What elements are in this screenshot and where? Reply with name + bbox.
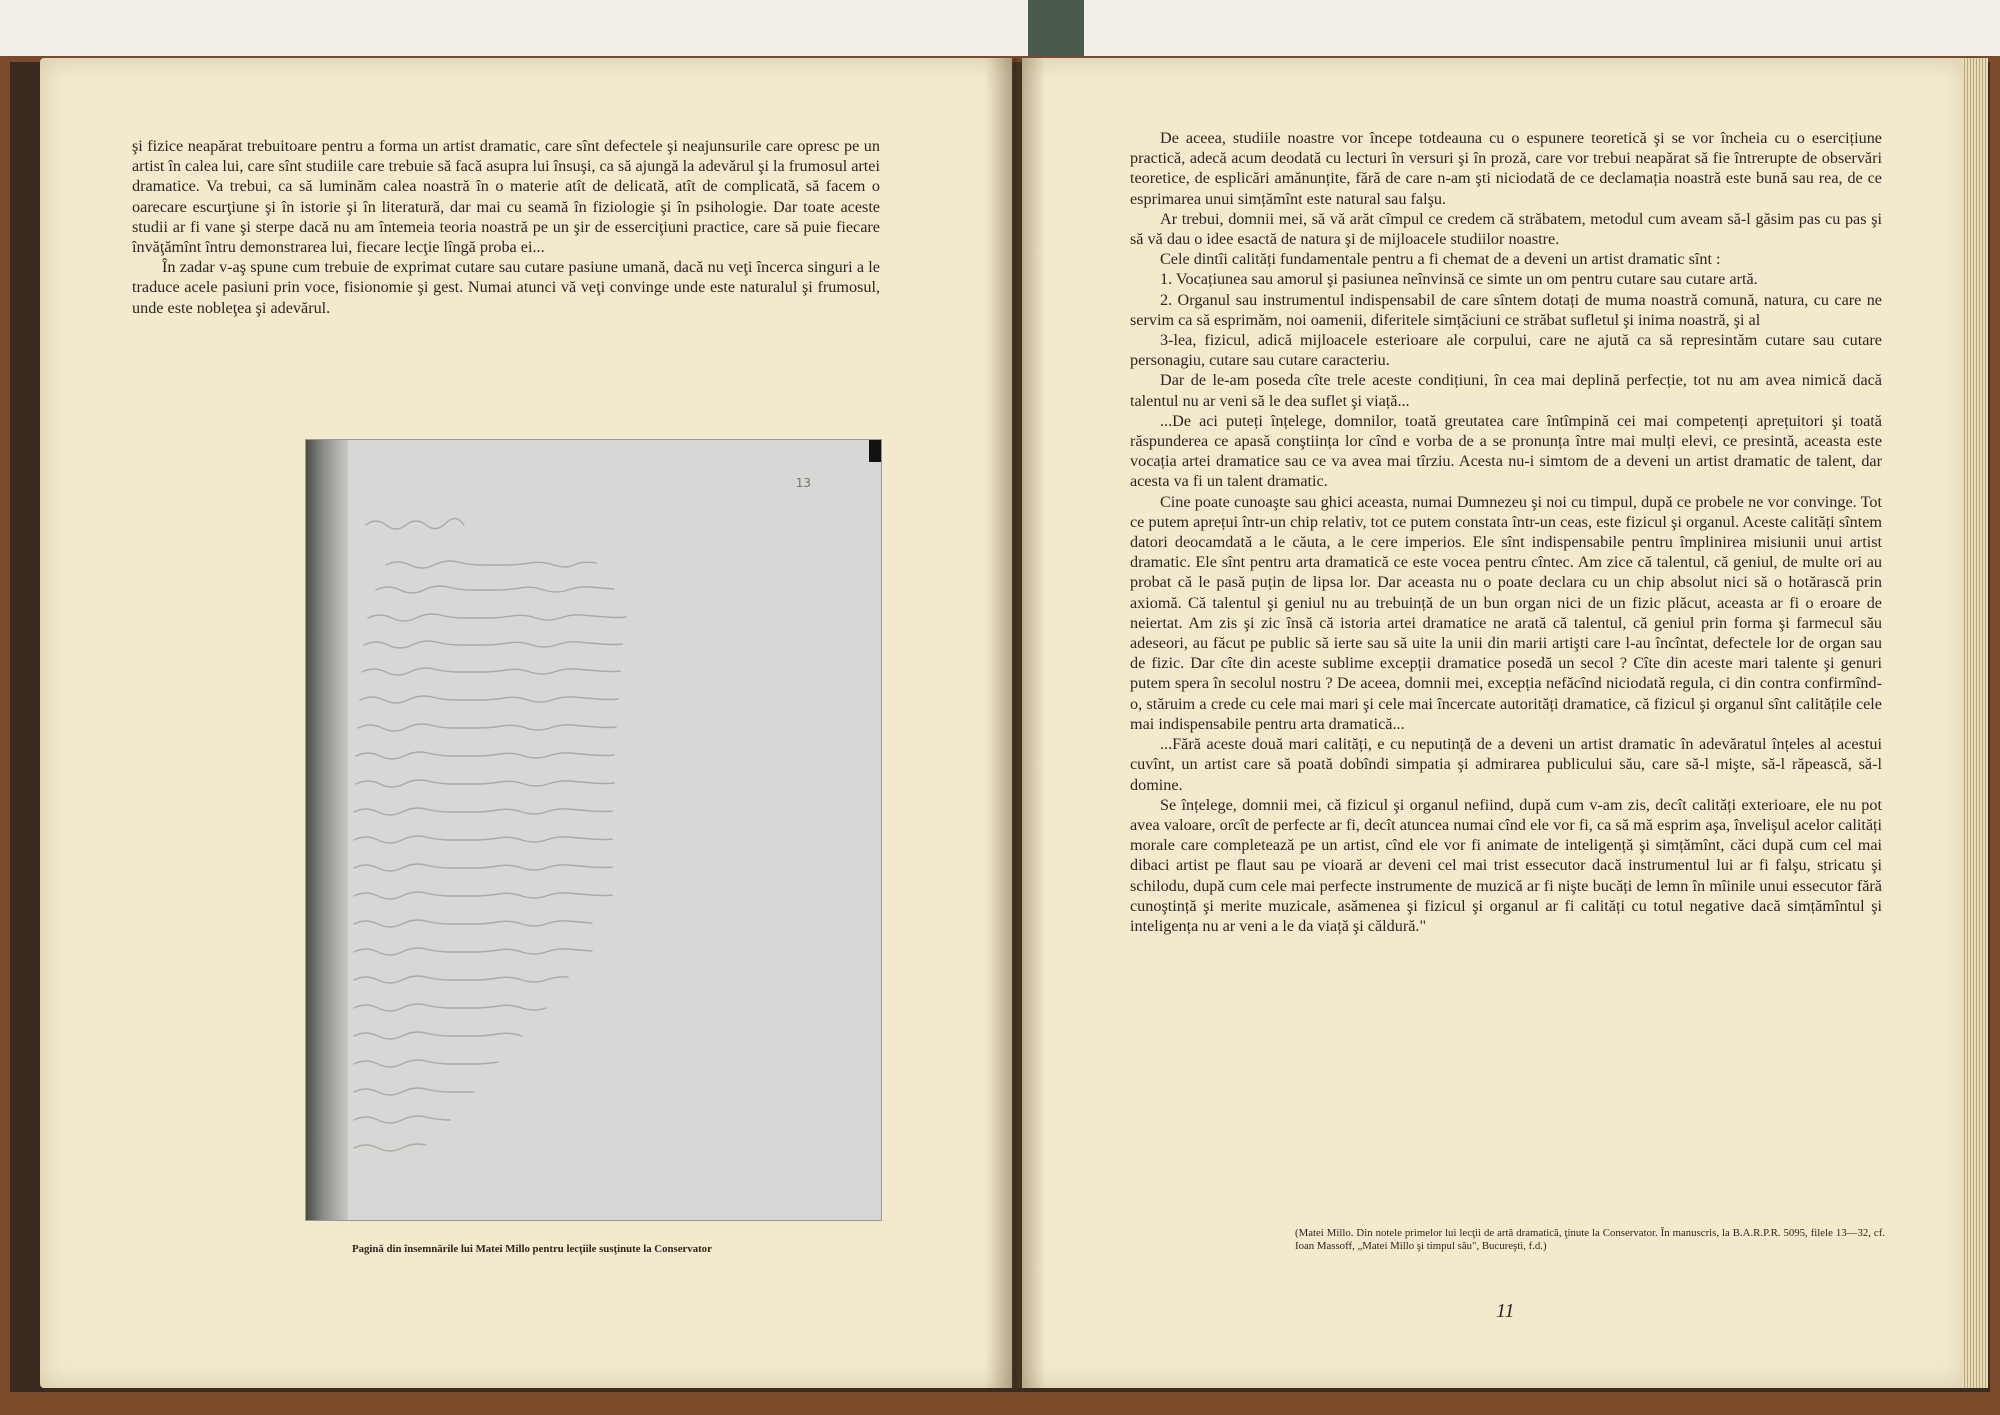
spine-tab [1028, 0, 1084, 60]
page-number: 11 [1496, 1300, 1515, 1322]
paragraph: 3-lea, fizicul, adică mijloacele esterioare ale corpului, care ne ajută ca să represintăm cutare sau cutare personagiu, cutare sau cutare caracteriu. [1130, 331, 1882, 370]
manuscript-photo [306, 440, 881, 1220]
page-fore-edge [1962, 58, 1988, 1388]
paragraph: Se înțelege, domnii mei, că fizicul şi organul nefiind, după cum v-am zis, decît calități exterioare, ele nu pot avea valoare, orcît de perfecte ar fi, decît atuncea numai cînd ele vor fi, ca să mă esprim aşa, învelişul acelor calități morale care completează pe un artist, cînd ele vor fi animate de inteligență şi simțămînt, căci după cum cel mai dibaci artist pe flaut sau pe vioară ar deveni cel mai trist essecutor dacă instrumentul lui ar fi falşu, stricatu şi schilodu, după cum cele mai perfecte instrumente de muzică ar fi nişte bucăți de lemn în mîinile unui essecutor fără cunoştință şi merite muzicale, asămenea şi fizicul şi organul ar fi calități cu totul negative dacă simțămîntul şi inteligența nu ar veni a le da viață şi căldură." [1130, 795, 1882, 935]
paragraph: ...De aci puteți înțelege, domnilor, toată greutatea care întîmpină cei mai competenți aprețuitori şi toată răspunderea ce apasă conştiința lor cînd e vorba de a se pronunța între mai mulți elevi, ce presintă, aceasta este vocația artei dramatice sau ce va avea mai tîrziu. Acesta nu-i simtom de a deveni un artist dramatic de talent, dar acesta va fi un talent dramatic. [1130, 411, 1882, 491]
paragraph: De aceea, studiile noastre vor începe totdeauna cu o espunere teoretică şi se vor încheia cu o esercițiune practică, adecă acum deodată cu lecturi în versuri şi în proză, care vor trebui neapărat să fie întrerupte de observări teoretice, de esplicări amănunțite, fără de care n-am şti niciodată de ce declamația noastră este bună sau rea, de ce esprimarea unui simțămînt este natural sau falşu. [1130, 129, 1882, 208]
source-note: (Matei Millo. Din notele primelor lui lecţii de artă dramatică, ţinute la Conservator. În manuscris, la B.A.R.P.R. 5095, filele 13—32, cf. Ioan Massoff, „Matei Millo şi timpul său", Bucureşti, f.d.) [1295, 1227, 1885, 1252]
paragraph: ...Fără aceste două mari calități, e cu neputință de a deveni un artist dramatic în adevăratul înțeles al acestui cuvînt, un artist care să poată dobîndi simpatia şi admirarea publicului său, care să-l mişte, să-l răpească, să-l domine. [1130, 735, 1882, 794]
paragraph: 2. Organul sau instrumentul indispensabil de care sîntem dotați de muma noastră comună, natura, cu care ne servim ca să esprimăm, noi oamenii, diferitele simțăciuni ce străbat sufletul şi inima noastră, şi al [1130, 290, 1882, 329]
paragraph: Ar trebui, domnii mei, să vă arăt cîmpul ce credem că străbatem, metodul cum aveam să-l găsim pas cu pas şi să vă dau o idee esactă de natura şi de mijloacele studiilor noastre. [1130, 209, 1882, 249]
paragraph: Cine poate cunoaşte sau ghici aceasta, numai Dumnezeu şi noi cu timpul, după ce probele ne vor convinge. Tot ce putem aprețui într-un chip relativ, tot ce putem constata într-un ceas, este fizicul şi organul. Aceste calități sîntem datori deocamdată a le căuta, a le cere imperios. Ele sînt indispensabile pentru împlinirea misiunii unui artist dramatic. Ele sînt pentru arta dramatică ce este vocea pentru cîntec. Am zice că talentul, că geniul, de multe ori au probat că le pasă puțin de lipsa lor. Dar aceasta nu o poate declara cu un chip absolut nici să o hotărască prin axiomă. Că talentul şi geniul nu au trebuință de un bun organ nici de un fizic plăcut, aceasta ar fi o eroare de neiertat. Am zis şi zic însă că istoria artei dramatice ne arată că talentul, că geniul prin forma şi farmecul său adeseori, au făcut pe public să ierte sau să uite la unii din marii artişti care l-au încîntat, defectele lor de organ sau de fizic. Dar cîte din aceste sublime excepții dramatice posedă un secol ? Cîte din aceste mari talente şi genuri putem spera în secolul nostru ? De aceea, domnii mei, excepția nefăcînd niciodată regula, ci din contra confirmînd-o, stăruim a crede cu cele mai mari şi cele mai încercate autorități dramatice, că fizicul şi organul sînt calitățile cele mai indispensabile pentru arta dramatică... [1130, 492, 1882, 733]
paragraph: Cele dintîi calități fundamentale pentru a fi chemat de a deveni un artist dramatic sînt : [1160, 250, 1721, 269]
manuscript-page-number: 13 [795, 476, 811, 490]
paragraph: Dar de le-am poseda cîte trele aceste condițiuni, în cea mai deplină perfecție, tot nu am avea nimică dacă talentul nu ar veni să le dea suflet şi viață... [1130, 371, 1882, 410]
right-page-text [1130, 128, 1882, 936]
paragraph: şi fizice neapărat trebuitoare pentru a forma un artist dramatic, care sînt defectele şi neajunsurile care opresc pe un artist în calea lui, care sînt studiile care trebuie să facă asupra lui însuşi, ca să ajungă la adevărul şi la frumosul artei dramatice. Va trebui, ca să luminăm calea noastră în o materie atît de delicată, atît de complicată, să facem o oarecare escurţiune şi în istorie şi în literatură, dar mai cu seamă în fiziologie şi în psihologie. Dar toate aceste studii ar fi vane şi sterpe dacă nu am întemeia teoria noastră pe un şir de esserciţiuni practice, care să puie fiecare învăţămînt întru demonstrarea lui, fiecare lecţie lîngă proba ei... [132, 137, 880, 257]
paragraph: 1. Vocațiunea sau amorul şi pasiunea neînvinsă ce simte un om pentru cutare sau cutare artă. [1160, 270, 1758, 289]
left-page-text [132, 136, 880, 318]
paragraph: În zadar v-aş spune cum trebuie de exprimat cutare sau cutare pasiune umană, dacă nu veţi încerca singuri a le traduce acele pasiuni prin voce, fisionomie şi gest. Numai atunci vă veţi convinge unde este naturalul şi frumosul, unde este nobleţea şi adevărul. [132, 258, 880, 317]
photo-caption: Pagină din însemnările lui Matei Millo pentru lecţiile susţinute la Conservator [352, 1243, 712, 1255]
handwriting-illustration [306, 440, 881, 1220]
book-gutter [985, 58, 1045, 1388]
